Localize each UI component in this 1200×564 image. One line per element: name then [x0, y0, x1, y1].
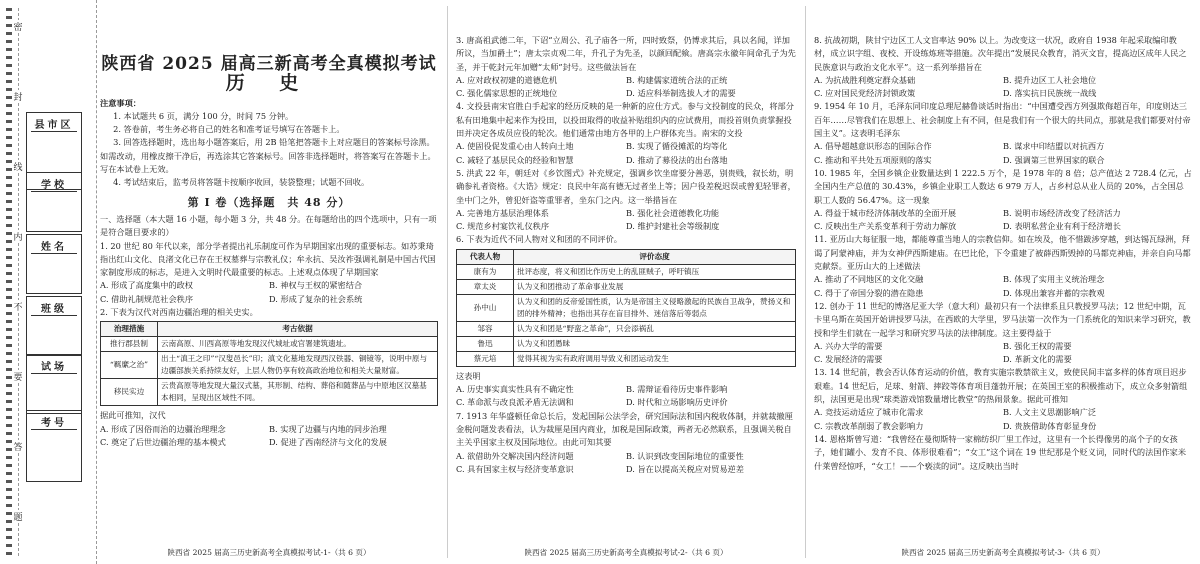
- cut-char: 内: [12, 230, 24, 243]
- option[interactable]: C. 强化儒家思想的正统地位: [456, 88, 558, 99]
- option-list: [814, 207, 1192, 234]
- table-cell: 推行郡县制: [101, 337, 158, 352]
- table-row: [457, 321, 796, 336]
- question-stem: 14. 恩格斯曾写道：“我曾经在曼彻斯特一家棉纺织厂里工作过，这里有一个长得像男的高个子的女孩子，她们罐小、发育不良、体形很难看”；“女工”这个词在 19 世纪那是个贬义词，同时代的法国作家米什莱曾经惊呼，“女工！——个亵渎的词”。这反映出当时: [814, 433, 1187, 471]
- option-list: [814, 406, 1192, 433]
- option-list: [456, 383, 796, 410]
- question-stem: 9. 1954 年 10 月，毛泽东同印度总理尼赫鲁谈话时指出：“中国遭受西方列强欺侮超百年，印度则达三百年……尽管我们在思想上、社会制度上有不同，但是我们有一个很大的共同点，那就是我们都要对付帝国主义”。这表明毛泽东: [814, 101, 1191, 139]
- cut-char: 要: [12, 370, 24, 383]
- question-stem: 11. 亚历山大每征服一地，都能尊重当地人的宗教信仰。如在埃及，他不惜跋涉穿越，到达锡瓦绿洲，拜谒了阿蒙神庙，并为女神伊西斯建庙。在巴比伦，下令重建了被薛西斯毁掉的马都克神庙，并亲自向马都克献祭。亚历山大的上述做法: [814, 234, 1191, 272]
- table-cell: 康有为: [457, 264, 514, 279]
- notice-item: 4. 考试结束后，监考员将答题卡按顺序收回，装袋整理；试题不回收。: [113, 177, 370, 188]
- exam-title: 陕西省 2025 届高三新高考全真模拟考试: [101, 54, 437, 74]
- option[interactable]: C. 具有国家主权与经济变革意识: [456, 463, 574, 474]
- option[interactable]: A. 历史事实真实性具有不确定性: [456, 384, 574, 395]
- notice-heading: 注意事项：: [100, 97, 141, 108]
- cut-char: 封: [12, 90, 24, 103]
- table-cell: “羁縻之治”: [101, 352, 158, 379]
- section-title: 第 Ⅰ 卷（选择题 共 48 分）: [187, 195, 351, 209]
- table-row: [457, 279, 796, 294]
- field-label: 姓名: [41, 242, 67, 253]
- option-list: [456, 140, 796, 167]
- table-header: 考古依据: [158, 322, 438, 337]
- option[interactable]: C. 借助礼制规范社会秩序: [100, 293, 194, 304]
- question-stem: 4. 文投县南宋官胜白手起家的经历反映的是一种新的应仕方式。参与文投制度的民众，将部分私有田地集中起来作为投田，以投田取得的收益补贴组织内的应试费用，而投首则负责掌握投田并决定各成员应役的轮次。他们通常由地方各甲的上户群体充当。南宋的文投: [456, 101, 794, 139]
- question-stem: 12. 创办于 11 世纪的博洛尼亚大学（意大利）最初只有一个法律系且只教授罗马法；12 世纪中期，瓦卡里乌斯在英国开始讲授罗马法，在西欧的大学里，罗马法第一次作为一门系统化的知识来学习研究，教授和学生们就在一起学习和研究罗马法的法律制度。这主要得益于: [814, 300, 1191, 338]
- option[interactable]: C. 反映出生产关系变革利于劳动力解放: [814, 221, 957, 232]
- table-cell: 出土“滇王之印”“汉叟邑长”印；滇文化墓地发现西汉铁器、铜镜等，说明中原与边疆部族关系持续友好，上层人物仍享有较高政治地位和相关大量财富。: [158, 352, 438, 379]
- section-intro: 一、选择题（本大题 16 小题，每小题 3 分，共 48 分。在每题给出的四个选项中，只有一项是符合题目要求的）: [100, 213, 437, 238]
- question-stem: 8. 抗战初期，陕甘宁边区工人文盲率达 90% 以上。为改变这一状况，政府自 1938 年起采取编印教材，成立识字组、夜校、开设练炼班等措施。次年提出“发展民众教育，消灭文盲，提高边区成年人民之民族意识与政治文化水平”。这一系列举措旨在: [814, 35, 1187, 72]
- option[interactable]: C. 规范乡村宴饮礼仪秩序: [456, 221, 550, 232]
- option[interactable]: D. 形成了复杂的社会系统: [269, 293, 363, 304]
- option[interactable]: B. 神权与王权的紧密结合: [269, 280, 363, 291]
- field-label: 班级: [41, 304, 67, 315]
- table-cell: 认为义和团愚昧: [514, 336, 796, 351]
- subject-title: 历 史: [225, 72, 313, 95]
- option[interactable]: D. 落实抗日民族统一战线: [1003, 88, 1097, 99]
- option[interactable]: A. 欲借助外交解决国内经济问题: [456, 450, 574, 461]
- question-lead: 据此可推知，汉代: [100, 410, 166, 421]
- question-lead: 这表明: [456, 370, 481, 381]
- option[interactable]: C. 发展经济的需要: [814, 354, 883, 365]
- option[interactable]: D. 维护封建社会等级制度: [626, 221, 720, 232]
- school-field[interactable]: [26, 172, 82, 232]
- field-label: 县市区: [34, 120, 74, 131]
- option[interactable]: C. 奠定了后世边疆治理的基本模式: [100, 436, 226, 447]
- question-stem: 2. 下表为汉代对西南边疆治理的相关史实。: [100, 307, 258, 318]
- option[interactable]: B. 构建儒家道统合法的正统: [626, 74, 728, 85]
- table-cell: 邹容: [457, 321, 514, 336]
- question-stem: 10. 1985 年，全国乡镇企业数量达到 1 222.5 万个，是 1978 年的 8 倍；总产值达 2 728.4 亿元，占全国内生产总值的 30.43%，乡镇企业职工人数达 6 979 万人，占乡村总从业人员的 20%，占全国总职工人数的 56.47%。这一现象: [814, 167, 1192, 205]
- page-footer: 陕西省 2025 届高三历史新高考全真模拟考试-3-（共 6 页）: [901, 548, 1105, 557]
- table-row: [457, 336, 796, 351]
- option-list: [100, 279, 438, 306]
- field-label: 考号: [41, 418, 67, 429]
- cut-char: 密: [12, 20, 24, 33]
- cut-char: 线: [12, 160, 24, 173]
- table-cell: 批评态度，将义和团比作历史上的乱匪贼子，呼吁镇压: [514, 264, 796, 279]
- option[interactable]: C. 革命派与改良派矛盾无法调和: [456, 397, 574, 408]
- table-cell: 移民实边: [101, 379, 158, 406]
- option-list: [100, 423, 438, 450]
- option[interactable]: B. 说明市场经济改变了经济活力: [1003, 207, 1121, 218]
- cut-char: 答: [12, 440, 24, 453]
- option[interactable]: B. 强化社会道德教化功能: [626, 207, 720, 218]
- page-2: [456, 34, 796, 476]
- option[interactable]: B. 人文主义思潮影响广泛: [1003, 407, 1097, 418]
- option[interactable]: B. 强化王权的需要: [1003, 340, 1072, 351]
- option[interactable]: B. 提升边区工人社会地位: [1003, 74, 1097, 85]
- cut-char: 不: [12, 300, 24, 313]
- table-cell: 蔡元培: [457, 351, 514, 366]
- page-1: [100, 0, 438, 449]
- page-footer: 陕西省 2025 届高三历史新高考全真模拟考试-2-（共 6 页）: [524, 548, 728, 557]
- option-list: [456, 207, 796, 234]
- option[interactable]: C. 减轻了基层民众的经验和智慧: [456, 154, 574, 165]
- class-field[interactable]: [26, 296, 82, 356]
- option[interactable]: D. 推动了募役法的出台落地: [626, 154, 728, 165]
- option[interactable]: B. 实现了循役摊派的均等化: [626, 141, 728, 152]
- option[interactable]: D. 时代和立场影响历史评价: [626, 397, 728, 408]
- table-row: [457, 294, 796, 321]
- option[interactable]: B. 认识到改变国际地位的重要性: [626, 450, 744, 461]
- name-field[interactable]: [26, 234, 82, 294]
- option-list: [814, 273, 1192, 300]
- table-header: 代表人物: [457, 249, 514, 264]
- option[interactable]: B. 谋求中印结盟以对抗西方: [1003, 141, 1105, 152]
- question-stem: 5. 洪武 22 年，朝廷对《乡饮图式》补充规定，强调乡饮坐席要分善恶，别贵贱，叙长幼，明确参礼者资格。《大诰》规定：良民中年高有德无过者坐上等；因户役差税迟误或曾犯轻罪者，坐中门之外，曾犯奸盗等重罪者，坐东门之内。这一举措旨在: [456, 167, 796, 205]
- option[interactable]: A. 使固役促发重心由人转向土地: [456, 141, 574, 152]
- option[interactable]: B. 需辩证看待历史事件影响: [626, 384, 728, 395]
- table-row: [457, 351, 796, 366]
- binding-margin: [0, 0, 97, 564]
- option-list: [456, 450, 796, 477]
- question-stem: 13. 14 世纪前，教会否认体育运动的价值，教育实施宗教禁欲主义，致使民间丰富多样的体育项目迟步艰难。14 世纪后，足球、射箭、摔跤等体育项目蓬勃开展；在英国王室的积极推动下，成立众多射箭组织，法国更是出现“球类游戏馆数量增比教堂”的热闹景象。据此可推知: [814, 367, 1188, 405]
- option-list: [814, 340, 1192, 367]
- option-list: [814, 140, 1192, 167]
- option[interactable]: A. 应对政权初建的道德危机: [456, 74, 558, 85]
- page-divider: [447, 6, 448, 558]
- option[interactable]: A. 形成了高度集中的政权: [100, 280, 193, 291]
- exam-number-field[interactable]: [26, 410, 82, 482]
- notice-item: 1. 本试题共 6 页，满分 100 分，时间 75 分钟。: [113, 110, 294, 121]
- option[interactable]: A. 竞技运动适应了城市化需求: [814, 407, 924, 418]
- option[interactable]: A. 兴办大学的需要: [814, 340, 883, 351]
- notice-item: 2. 答卷前，考生务必将自己的姓名和准考证号填写在答题卡上。: [113, 124, 345, 135]
- table-cell: 鲁迅: [457, 336, 514, 351]
- table-header: 治理措施: [101, 322, 158, 337]
- table-cell: 孙中山: [457, 294, 514, 321]
- option[interactable]: A. 推动了不同地区的文化交融: [814, 274, 924, 285]
- question-stem: 7. 1913 年华盛顿任命总长后，发起国际公法学会，研究国际法和国内税收体制，并就裁撤厘金税问题发表看法，认为裁厘是国内商业，加税是国际政策，两者无必然联系，且强调关税自主关乎国家主权及国际地位。由此可知其要: [456, 410, 793, 448]
- question-stem: 6. 下表为近代不同人物对义和团的不同评价。: [456, 234, 622, 245]
- option[interactable]: A. 得益于城市经济体制改革的全面开展: [814, 207, 957, 218]
- question-table: [456, 249, 796, 367]
- page-divider: [805, 6, 806, 558]
- notice-item: 3. 回答选择题时，选出每小题答案后，用 2B 铅笔把答题卡上对应题目的答案标号涂黑。如需改动，用橡皮擦干净后，再选涂其它答案标号。回答非选择题时，将答案写在答题卡上。写在本试卷上无效。: [100, 137, 436, 175]
- question-stem: 3. 唐高祖武德二年，下诏“立周公、孔子庙各一所，四时致祭，仍博求其后，具以名闻，详加所议，当加爵土”；唐太宗贞观二年，升孔子为先圣，以颜回配飨。唐高宗永徽年间命孔子为先圣，并于乾封元年加赠“太师”封号。这些做法旨在: [456, 35, 796, 72]
- question-stem: 1. 20 世纪 80 年代以来，部分学者提出礼乐制度可作为早期国家出现的重要标志。如苏秉琦指出红山文化、良渚文化已存在王权墓葬与宗教礼仪；牟永抗、吴汝祚强调礼制是中国古代国家制度形成的标志，是进入文明时代最重要的标志。上述观点体现了早期国家: [100, 240, 436, 278]
- field-label: 试场: [41, 362, 67, 373]
- option[interactable]: B. 体现了实用主义统治理念: [1003, 274, 1105, 285]
- option[interactable]: D. 适应科举制选拔人才的需要: [626, 88, 736, 99]
- option[interactable]: C. 宗教改革削弱了教会影响力: [814, 420, 924, 431]
- option-list: [456, 74, 796, 101]
- table-row: [457, 264, 796, 279]
- table-cell: 云南高原、川西高原等地发现汉代城址或官署建筑遗址。: [158, 337, 438, 352]
- option[interactable]: A. 倡导超越意识形态的国际合作: [814, 141, 932, 152]
- table-header: 评价态度: [514, 249, 796, 264]
- question-table: [100, 321, 438, 406]
- option[interactable]: D. 贵族借助体育彰显身份: [1003, 420, 1097, 431]
- exam-room-field[interactable]: [26, 354, 82, 414]
- option[interactable]: D. 强调第三世界国家的联合: [1003, 154, 1105, 165]
- table-row: [101, 337, 438, 352]
- field-label: 学校: [41, 180, 67, 191]
- option[interactable]: D. 革新文化的需要: [1003, 354, 1072, 365]
- table-cell: 章太炎: [457, 279, 514, 294]
- option[interactable]: D. 体现出兼容并蓄的宗教观: [1003, 287, 1105, 298]
- option[interactable]: D. 促进了西南经济与文化的发展: [269, 436, 387, 447]
- page-3: [814, 34, 1192, 473]
- cut-char: 题: [12, 510, 24, 523]
- option[interactable]: C. 得于了帝国分裂的潜在隐患: [814, 287, 924, 298]
- option[interactable]: D. 旨在以提高关税应对贸易逆差: [626, 463, 744, 474]
- table-cell: 认为义和团的反帝爱国性质，认为是帝国主义侵略激起的民族自卫战争，赞扬义和团的排外精神；也指出其存在盲目排外、迷信落后等弱点: [514, 294, 796, 321]
- option[interactable]: A. 完善地方基层治理体系: [456, 207, 549, 218]
- option[interactable]: C. 应对国民党经济封锁政策: [814, 88, 916, 99]
- table-cell: 认为义和团是“野蛮之革命”，只会添祸乱: [514, 321, 796, 336]
- option[interactable]: D. 表明私营企业有利于经济增长: [1003, 221, 1121, 232]
- option[interactable]: C. 推动和平共处五项原则的落实: [814, 154, 932, 165]
- option[interactable]: A. 形成了因俗而治的边疆治理理念: [100, 423, 226, 434]
- table-row: [101, 352, 438, 379]
- table-cell: 认为义和团推动了革命事业发展: [514, 279, 796, 294]
- option[interactable]: B. 实现了边疆与内地的同步治理: [269, 423, 387, 434]
- table-row: [101, 379, 438, 406]
- option-list: [814, 74, 1192, 101]
- table-cell: 云贵高原等地发现大量汉式墓，其形制、结构、葬俗和随葬品与中原地区汉墓基本相同，呈现出区域性不同。: [158, 379, 438, 406]
- page-footer: 陕西省 2025 届高三历史新高考全真模拟考试-1-（共 6 页）: [167, 548, 371, 557]
- table-cell: 觉得其视为实有政府调用导致义和团运动发生: [514, 351, 796, 366]
- option[interactable]: A. 为抗战胜利奠定群众基础: [814, 74, 916, 85]
